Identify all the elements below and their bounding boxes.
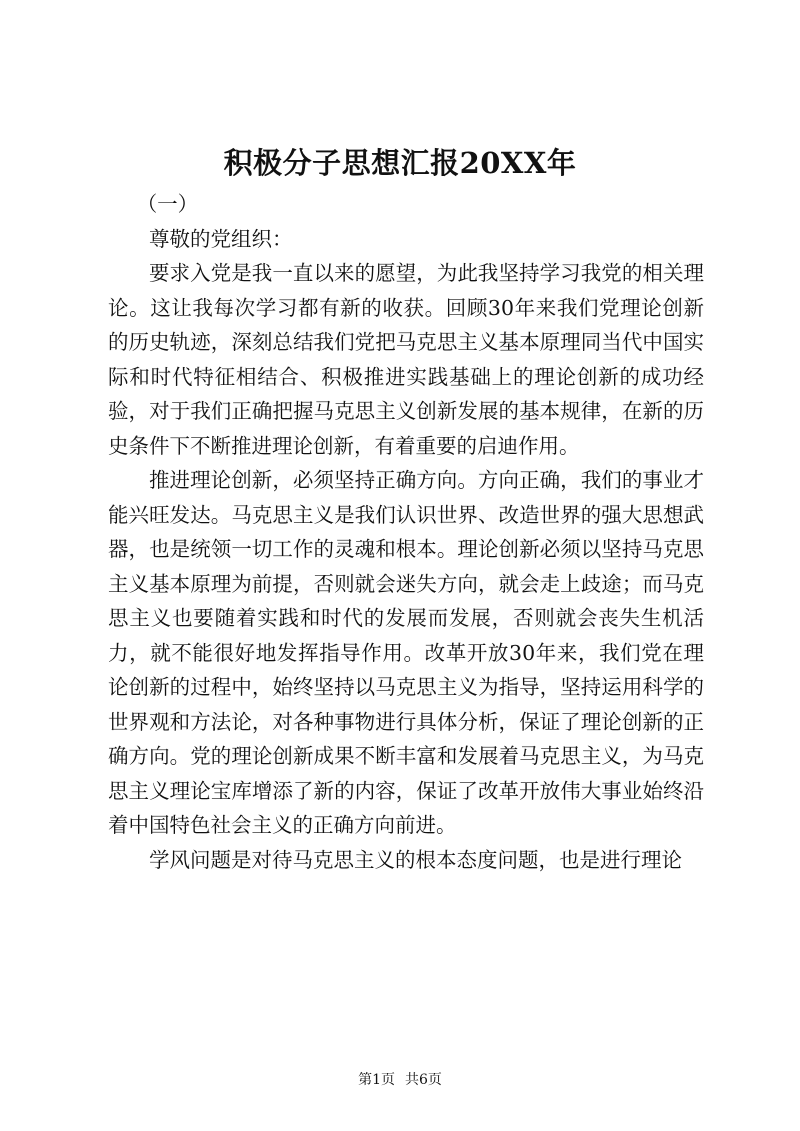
paragraph-2: 推进理论创新，必须坚持正确方向。方向正确，我们的事业才能兴旺发达。马克思主义是我们认识世界、改造世界的强大思想武器，也是统领一切工作的灵魂和根本。理论创新必须以坚持马克思主义基本原理为前提，否则就会迷失方向，就会走上歧途；而马克思主义也要随着实践和时代的发展而发展，否则就会丧失生机活力，就不能很好地发挥指导作用。改革开放30年来，我们党在理论创新的过程中，始终坚持以马克思主义为指导，坚持运用科学的世界观和方法论，对各种事物进行具体分析，保证了理论创新的正确方向。党的理论创新成果不断丰富和发展着马克思主义，为马克思主义理论宝库增添了新的内容，保证了改革开放伟大事业始终沿着中国特色社会主义的正确方向前进。 xyxy=(108,468,704,837)
total-pages: 共6页 xyxy=(405,1072,442,1088)
page-footer xyxy=(0,1070,800,1090)
salutation: 尊敬的党组织： xyxy=(149,226,293,251)
paragraph-1: 要求入党是我一直以来的愿望，为此我坚持学习我党的相关理论。这让我每次学习都有新的收获。回顾30年来我们党理论创新的历史轨迹，深刻总结我们党把马克思主义基本原理同当代中国实际和时代特征相结合、积极推进实践基础上的理论创新的成功经验，对于我们正确把握马克思主义创新发展的基本规律，在新的历史条件下不断推进理论创新，有着重要的启迪作用。 xyxy=(108,261,704,458)
document-title: 积极分子思想汇报20XX年 xyxy=(223,146,577,180)
page-number: 第1页 xyxy=(358,1072,395,1088)
paragraph-3: 学风问题是对待马克思主义的根本态度问题，也是进行理论 xyxy=(149,847,682,872)
document-body xyxy=(108,187,704,877)
section-mark: （一） xyxy=(136,192,199,216)
